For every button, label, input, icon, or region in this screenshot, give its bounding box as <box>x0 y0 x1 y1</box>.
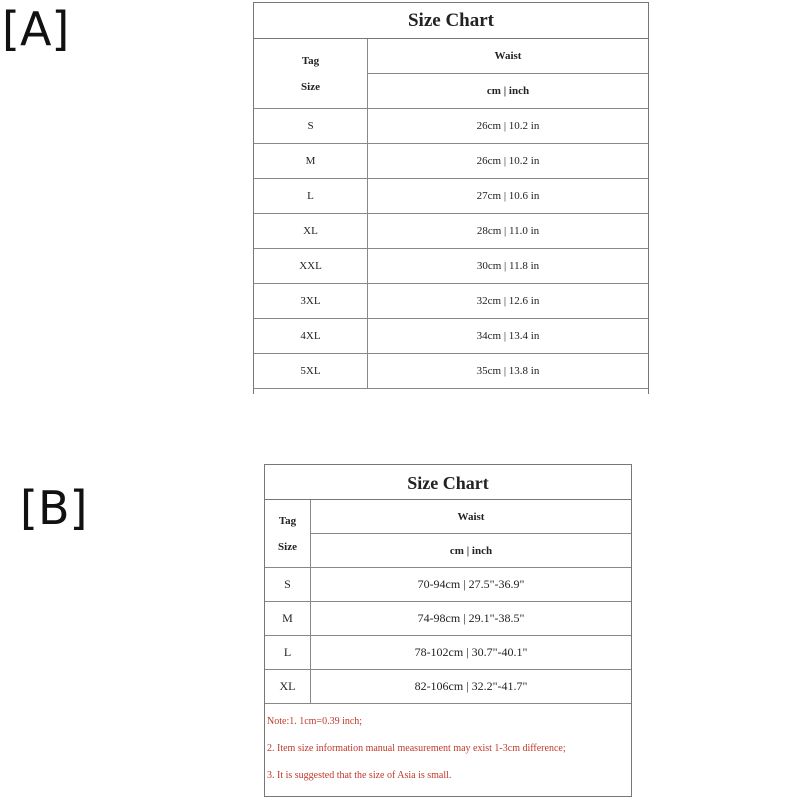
table-row <box>254 109 648 144</box>
tag-header-top: Tag <box>278 514 297 527</box>
units-header: cm | inch <box>368 74 649 109</box>
table-row <box>254 284 648 319</box>
waist-value-cell: 82-106cm | 32.2"-41.7" <box>311 670 632 704</box>
size-cell: L <box>254 179 368 214</box>
chart-a-title: Size Chart <box>254 3 648 39</box>
tag-size-header <box>265 500 311 568</box>
size-cell: 5XL <box>254 354 368 389</box>
size-cell: M <box>254 144 368 179</box>
table-row <box>265 568 631 602</box>
waist-value-cell: 35cm | 13.8 in <box>368 354 649 389</box>
waist-value-cell: 32cm | 12.6 in <box>368 284 649 319</box>
note-line: 3. It is suggested that the size of Asia is small. <box>267 770 452 781</box>
chart-a-table <box>254 39 648 389</box>
waist-value-cell: 26cm | 10.2 in <box>368 109 649 144</box>
size-cell: S <box>265 568 311 602</box>
waist-value-cell: 78-102cm | 30.7"-40.1" <box>311 636 632 670</box>
waist-value-cell: 30cm | 11.8 in <box>368 249 649 284</box>
waist-header: Waist <box>368 39 649 74</box>
size-cell: XXL <box>254 249 368 284</box>
chart-b-title: Size Chart <box>265 465 631 500</box>
table-row <box>254 354 648 389</box>
chart-b-table <box>265 500 631 704</box>
label-b: [B] <box>20 481 88 535</box>
size-cell: 3XL <box>254 284 368 319</box>
waist-value-cell: 28cm | 11.0 in <box>368 214 649 249</box>
size-cell: M <box>265 602 311 636</box>
units-header: cm | inch <box>311 534 632 568</box>
size-cell: XL <box>265 670 311 704</box>
note-line: Note:1. 1cm=0.39 inch; <box>267 716 363 727</box>
tag-header-bottom: Size <box>278 540 297 553</box>
waist-value-cell: 74-98cm | 29.1"-38.5" <box>311 602 632 636</box>
size-cell: 4XL <box>254 319 368 354</box>
table-row <box>254 214 648 249</box>
waist-value-cell: 27cm | 10.6 in <box>368 179 649 214</box>
tag-size-header <box>254 39 368 109</box>
size-chart-b <box>264 464 632 797</box>
note-line: 2. Item size information manual measurement may exist 1-3cm difference; <box>267 743 566 754</box>
table-row <box>265 602 631 636</box>
waist-header: Waist <box>311 500 632 534</box>
tag-header-bottom: Size <box>301 80 320 93</box>
size-cell: XL <box>254 214 368 249</box>
label-a: [A] <box>2 2 70 56</box>
table-row <box>254 249 648 284</box>
table-row <box>265 636 631 670</box>
waist-value-cell: 70-94cm | 27.5"-36.9" <box>311 568 632 602</box>
table-row <box>265 670 631 704</box>
size-notes <box>265 704 631 789</box>
tag-header-top: Tag <box>301 54 320 67</box>
size-cell: L <box>265 636 311 670</box>
size-chart-a <box>253 2 649 394</box>
table-row <box>254 179 648 214</box>
waist-value-cell: 34cm | 13.4 in <box>368 319 649 354</box>
table-row <box>254 144 648 179</box>
waist-value-cell: 26cm | 10.2 in <box>368 144 649 179</box>
size-cell: S <box>254 109 368 144</box>
table-row <box>254 319 648 354</box>
